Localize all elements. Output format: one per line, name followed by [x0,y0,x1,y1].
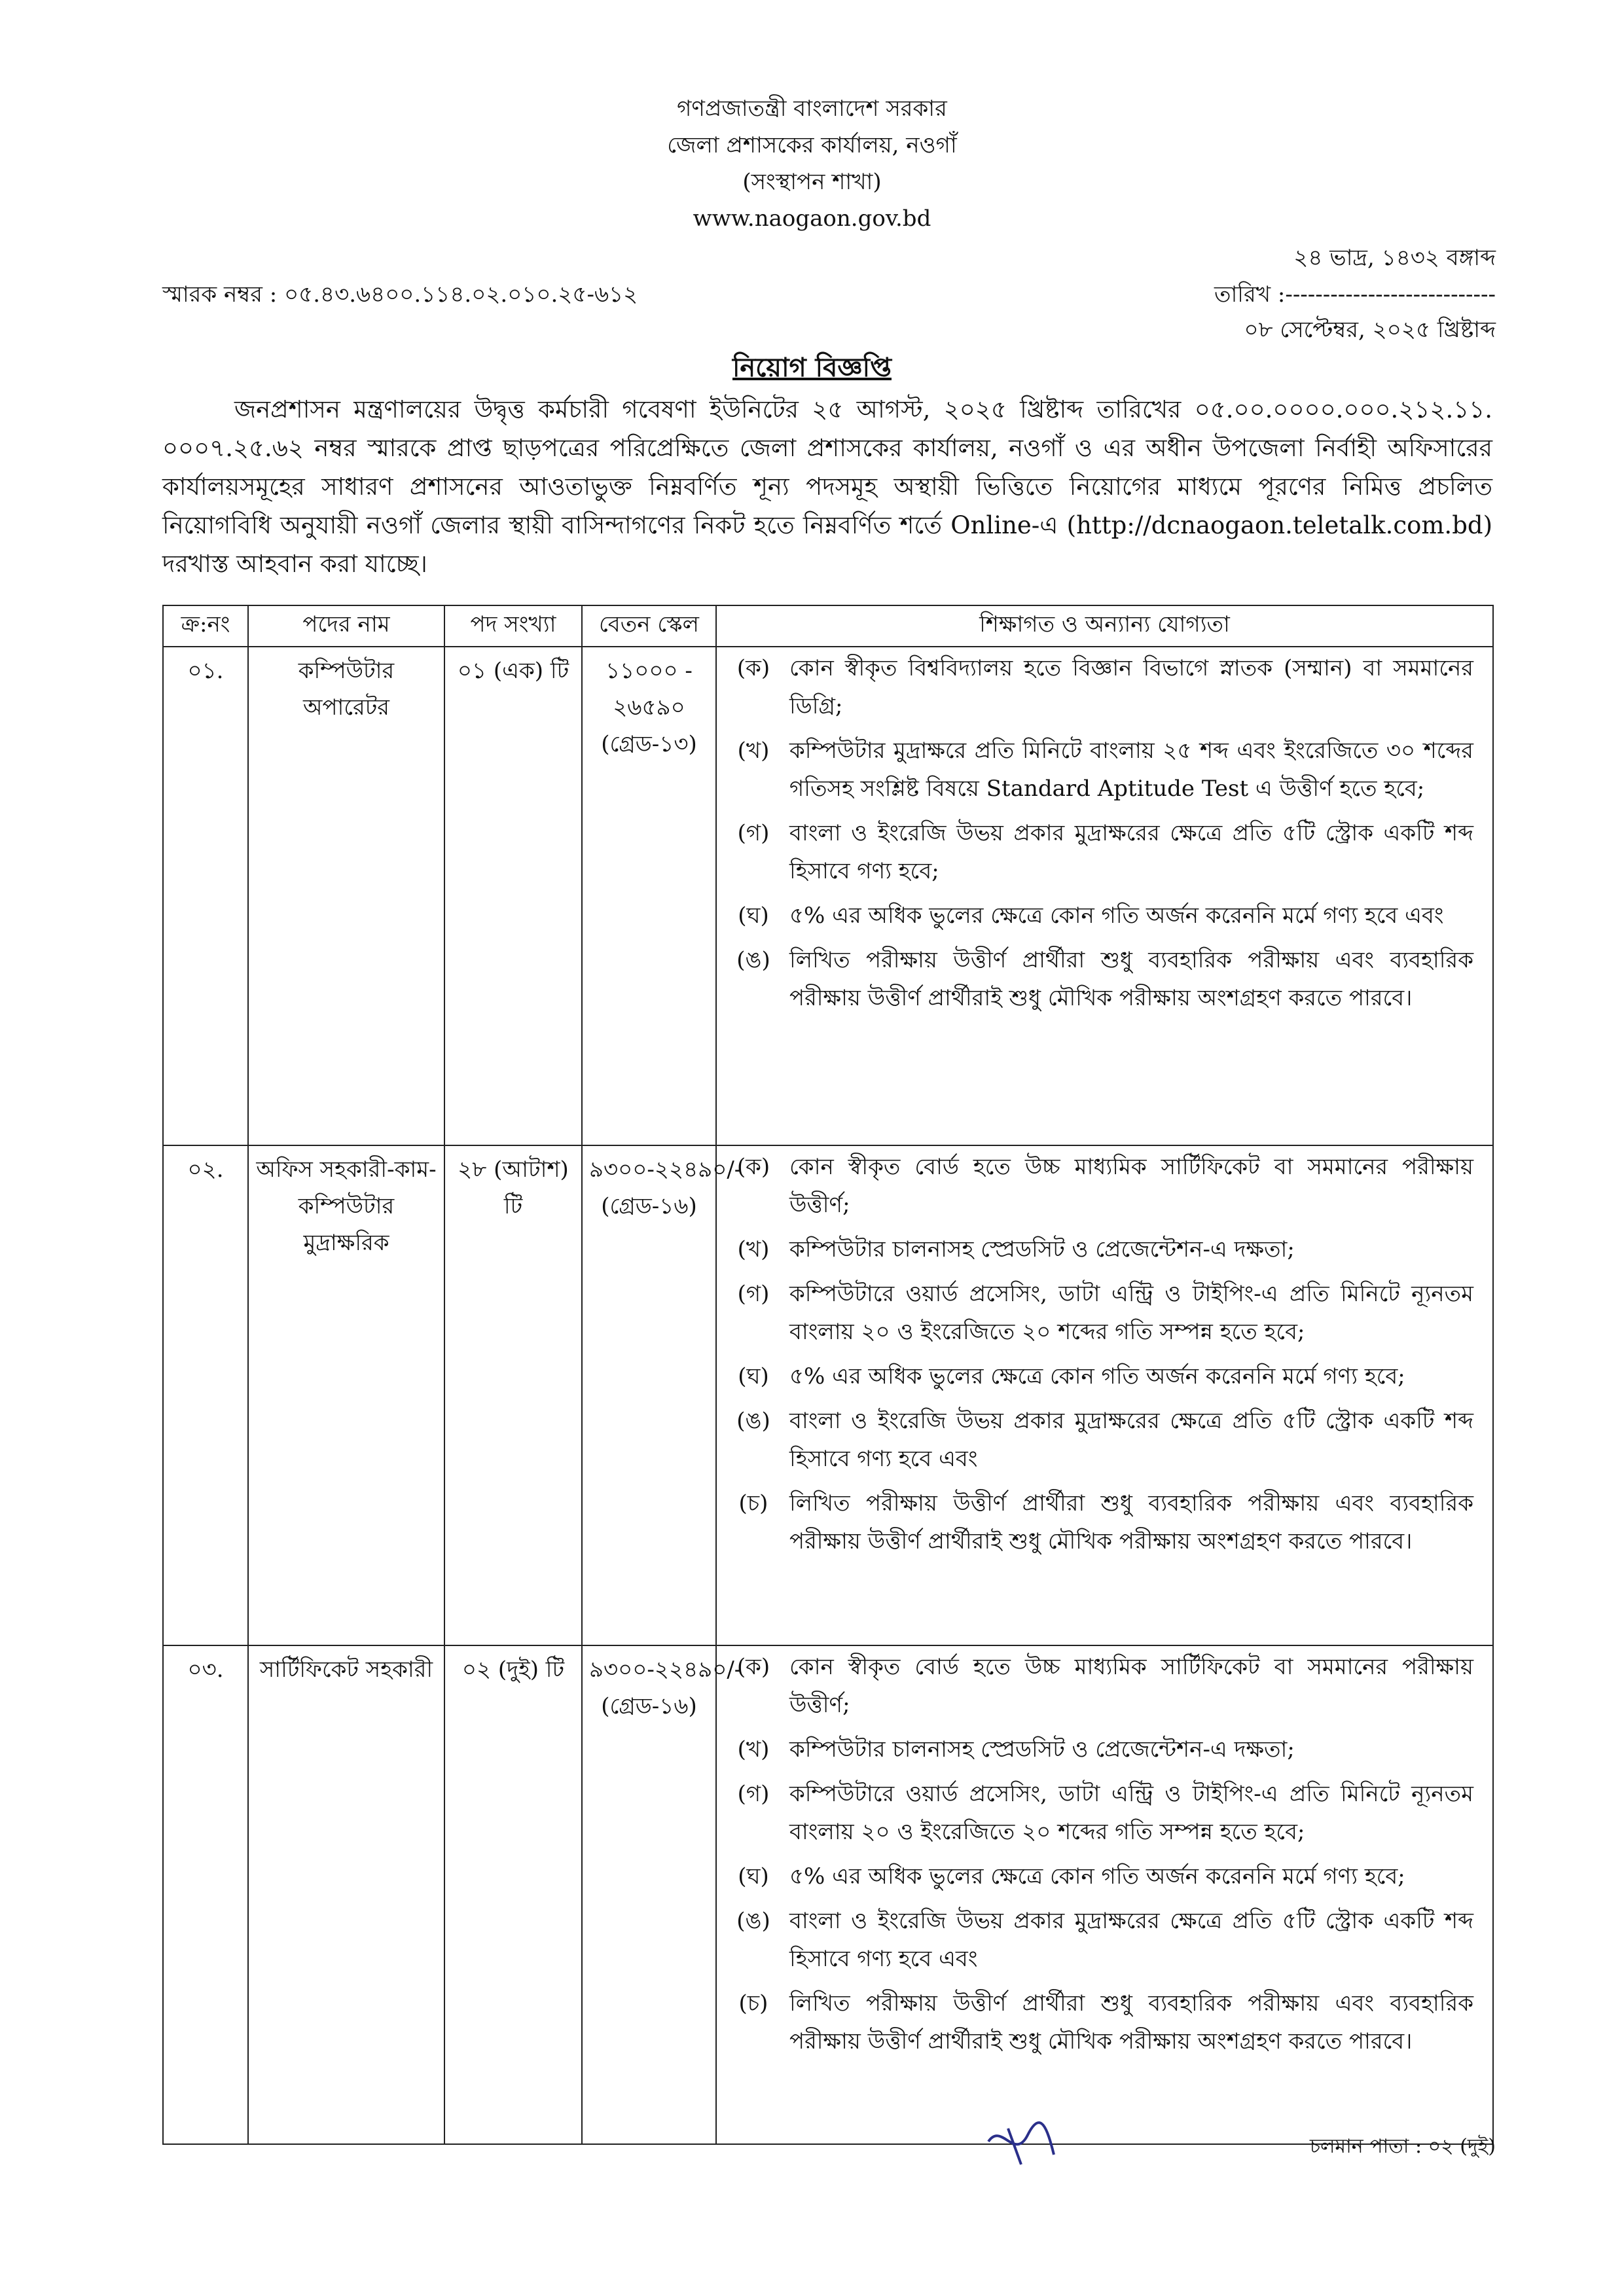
post-cell: অফিস সহকারী-কাম-কম্পিউটার মুদ্রাক্ষরিক [248,1145,444,1645]
list-item [717,1230,1492,1268]
date-english: ০৮ সেপ্টেম্বর, ২০২৫ খ্রিষ্টাব্দ [1244,317,1496,343]
list-item [717,649,1492,725]
memo-number: স্মারক নম্বর : ০৫.৪৩.৬৪০০.১১৪.০২.০১০.২৫-৬১২ [162,281,638,308]
list-item [717,732,1492,808]
qual-marker: (চ) [738,1990,768,2017]
col-header-serial: ক্র:নং [163,605,248,647]
count-cell: ২৮ (আটাশ) টি [444,1145,582,1645]
header-branch: (সংস্থাপন শাখা) [742,169,882,195]
signature-mark [982,2115,1060,2168]
list-item [717,1402,1492,1478]
qual-text: বাংলা ও ইংরেজি উভয় প্রকার মুদ্রাক্ষরের ক্ষেত্রে প্রতি ৫টি স্ট্রোক একটি শব্দ হিসাবে গণ্য হবে; [789,820,1473,884]
qual-text: লিখিত পরীক্ষায় উত্তীর্ণ প্রার্থীরা শুধু ব্যবহারিক পরীক্ষায় এবং ব্যবহারিক পরীক্ষায় উত্তীর্ণ প্রার্থীরাই শুধু মৌখিক পরীক্ষায় অংশগ্রহণ করতে পারবে। [789,1990,1473,2054]
header-government: গণপ্রজাতন্ত্রী বাংলাদেশ সরকার [677,96,947,122]
col-header-qualification: শিক্ষাগত ও অন্যান্য যোগ্যতা [716,605,1493,647]
qual-marker: (খ) [737,1236,770,1263]
qual-marker: (ঙ) [736,947,770,973]
list-item [717,1484,1492,1560]
qual-marker: (ঘ) [738,1863,769,1890]
list-item [717,814,1492,890]
post-cell: কম্পিউটার অপারেটর [248,647,444,1145]
qual-marker: (গ) [737,1781,770,1807]
qual-text: কোন স্বীকৃত বোর্ড হতে উচ্চ মাধ্যমিক সার্টিফিকেট বা সমমানের পরীক্ষায় উত্তীর্ণ; [789,1654,1473,1718]
list-item [717,1902,1492,1978]
qual-marker: (ঘ) [738,903,769,929]
list-item [717,1775,1492,1851]
table-row [163,1645,1493,2144]
continued-page-note: চলমান পাতা : ০২ (দুই) [1309,2135,1496,2158]
list-item [717,1148,1492,1224]
office-header [0,90,1624,237]
date-bangla: ২৪ ভাদ্র, ১৪৩২ বঙ্গাব্দ [1293,245,1496,271]
qual-text: বাংলা ও ইংরেজি উভয় প্রকার মুদ্রাক্ষরের ক্ষেত্রে প্রতি ৫টি স্ট্রোক একটি শব্দ হিসাবে গণ্য হবে এবং [789,1408,1473,1472]
qualification-cell [716,647,1493,1145]
qual-text: ৫% এর অধিক ভুলের ক্ষেত্রে কোন গতি অর্জন করেননি মর্মে গণ্য হবে; [789,1363,1405,1390]
list-item [717,1357,1492,1395]
serial-cell: ০৩. [163,1645,248,2144]
table-row [163,1145,1493,1645]
serial-cell: ০২. [163,1145,248,1645]
list-item [717,1648,1492,1724]
qual-marker: (চ) [738,1490,768,1516]
qual-text: ৫% এর অধিক ভুলের ক্ষেত্রে কোন গতি অর্জন করেননি মর্মে গণ্য হবে; [789,1863,1405,1890]
scale-cell: ১১০০০ - ২৬৫৯০ (গ্রেড-১৩) [582,647,716,1145]
col-header-scale: বেতন স্কেল [582,605,716,647]
notice-title: নিয়োগ বিজ্ঞপ্তি [732,352,892,383]
header-website: www.naogaon.gov.bd [693,206,931,232]
qual-marker: (ক) [736,1154,770,1180]
notice-intro: জনপ্রশাসন মন্ত্রণালয়ের উদ্বৃত্ত কর্মচারী গবেষণা ইউনিটের ২৫ আগস্ট, ২০২৫ খ্রিষ্টাব্দ তারিখের ০৫.০০.০০০০.০০০.২১২.১১. ০০০৭.২৫.৬২ নম্বর স্মারকে প্রাপ্ত ছাড়পত্রের পরিপ্রেক্ষিতে জেলা প্রশাসকের কার্যালয়, নওগাঁ ও এর অধীন উপজেলা নির্বাহী অফিসারের কার্যালয়সমূহের সাধারণ প্রশাসনের আওতাভুক্ত নিম্নবর্ণিত শূন্য পদসমূহ অস্থায়ী ভিত্তিতে নিয়োগের মাধ্যমে পূরণের নিমিত্ত প্রচলিত নিয়োগবিধি অনুযায়ী নওগাঁ জেলার স্থায়ী বাসিন্দাগণের নিকট হতে নিম্নবর্ণিত শর্তে Online-এ (http://dcnaogaon.teletalk.com.bd) দরখাস্ত আহবান করা যাচ্ছে। [162,395,1492,578]
qual-text: কম্পিউটার চালনাসহ স্প্রেডসিট ও প্রেজেন্টেশন-এ দক্ষতা; [789,1736,1295,1763]
qualification-cell [716,1145,1493,1645]
qual-marker: (গ) [737,1281,770,1307]
qual-text: ৫% এর অধিক ভুলের ক্ষেত্রে কোন গতি অর্জন করেননি মর্মে গণ্য হবে এবং [789,903,1444,929]
table-header-row [163,605,1493,647]
col-header-post: পদের নাম [248,605,444,647]
qual-text: কম্পিউটারে ওয়ার্ড প্রসেসিং, ডাটা এন্ট্রি ও টাইপিং-এ প্রতি মিনিটে ন্যূনতম বাংলায় ২০ ও ইংরেজিতে ২০ শব্দের গতি সম্পন্ন হতে হবে; [789,1781,1473,1845]
qual-text: লিখিত পরীক্ষায় উত্তীর্ণ প্রার্থীরা শুধু ব্যবহারিক পরীক্ষায় এবং ব্যবহারিক পরীক্ষায় উত্তীর্ণ প্রার্থীরাই শুধু মৌখিক পরীক্ষায় অংশগ্রহণ করতে পারবে। [789,1490,1473,1554]
list-item [717,941,1492,1017]
qual-marker: (খ) [737,1736,770,1763]
list-item [717,1984,1492,2060]
list-item [717,897,1492,935]
count-cell: ০১ (এক) টি [444,647,582,1145]
list-item [717,1275,1492,1351]
scale-cell: ৯৩০০-২২৪৯০/- (গ্রেড-১৬) [582,1645,716,2144]
qualification-cell [716,1645,1493,2144]
post-cell: সার্টিফিকেট সহকারী [248,1645,444,2144]
list-item [717,1857,1492,1895]
qual-text: কোন স্বীকৃত বিশ্ববিদ্যালয় হতে বিজ্ঞান বিভাগে স্নাতক (সম্মান) বা সমমানের ডিগ্রি; [789,655,1473,719]
qual-marker: (ক) [736,655,770,681]
qual-text: বাংলা ও ইংরেজি উভয় প্রকার মুদ্রাক্ষরের ক্ষেত্রে প্রতি ৫টি স্ট্রোক একটি শব্দ হিসাবে গণ্য হবে এবং [789,1908,1473,1972]
qual-marker: (ঙ) [736,1908,770,1934]
vacancy-table [162,605,1494,2145]
scale-cell: ৯৩০০-২২৪৯০/- (গ্রেড-১৬) [582,1145,716,1645]
date-label: তারিখ :---------------------------- [1214,281,1496,308]
serial-cell: ০১. [163,647,248,1145]
table-row [163,647,1493,1145]
qual-marker: (ঘ) [738,1363,769,1390]
qual-text: কম্পিউটারে ওয়ার্ড প্রসেসিং, ডাটা এন্ট্রি ও টাইপিং-এ প্রতি মিনিটে ন্যূনতম বাংলায় ২০ ও ইংরেজিতে ২০ শব্দের গতি সম্পন্ন হতে হবে; [789,1281,1473,1345]
list-item [717,1731,1492,1768]
header-office: জেলা প্রশাসকের কার্যালয়, নওগাঁ [667,132,957,158]
qual-marker: (গ) [737,820,770,846]
qual-text: লিখিত পরীক্ষায় উত্তীর্ণ প্রার্থীরা শুধু ব্যবহারিক পরীক্ষায় এবং ব্যবহারিক পরীক্ষায় উত্তীর্ণ প্রার্থীরাই শুধু মৌখিক পরীক্ষায় অংশগ্রহণ করতে পারবে। [789,947,1473,1011]
qual-text: কম্পিউটার মুদ্রাক্ষরে প্রতি মিনিটে বাংলায় ২৫ শব্দ এবং ইংরেজিতে ৩০ শব্দের গতিসহ সংশ্লিষ্ট বিষয়ে Standard Aptitude Test এ উত্তীর্ণ হতে হবে; [789,738,1473,802]
qual-text: কম্পিউটার চালনাসহ স্প্রেডসিট ও প্রেজেন্টেশন-এ দক্ষতা; [789,1236,1295,1263]
col-header-count: পদ সংখ্যা [444,605,582,647]
count-cell: ০২ (দুই) টি [444,1645,582,2144]
qual-marker: (ক) [736,1654,770,1680]
qual-marker: (ঙ) [736,1408,770,1434]
qual-marker: (খ) [737,738,770,764]
qual-text: কোন স্বীকৃত বোর্ড হতে উচ্চ মাধ্যমিক সার্টিফিকেট বা সমমানের পরীক্ষায় উত্তীর্ণ; [789,1154,1473,1218]
